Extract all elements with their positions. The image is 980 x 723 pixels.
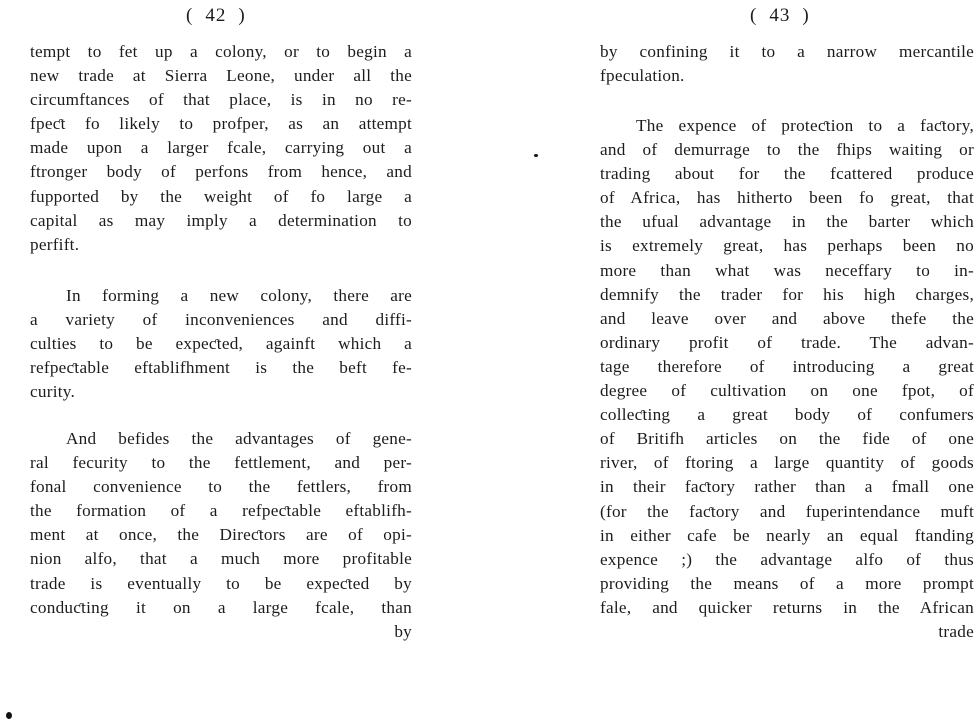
text-line: perfift. <box>30 234 80 254</box>
text-line: And befides the advantages of gene- <box>66 429 412 448</box>
text-line: nion alfo, that a much more profitable <box>30 549 412 569</box>
text-line: the ufual advantage in the barter which <box>600 212 974 232</box>
text-line: fupported by the weight of fo large a <box>30 186 412 206</box>
text-line: made upon a larger fcale, carrying out a <box>30 138 412 158</box>
text-line: tage therefore of introducing a great <box>600 356 974 376</box>
text-line: expence ;) the advantage alfo of thus <box>600 549 974 569</box>
text-line: trading about for the fcattered produce <box>600 164 974 184</box>
text-line: degree of cultivation on one fpot, of <box>600 381 974 401</box>
text-line: more than what was neceffary to in- <box>600 260 974 280</box>
text-line: curity. <box>30 382 76 402</box>
text-line: culties to be expeƈted, againft which a <box>30 334 412 354</box>
text-line: and of demurrage to the fhips waiting or <box>600 140 974 160</box>
text-line: of Africa, has hitherto been fo great, that <box>600 188 974 208</box>
text-line: river, of ftoring a large quantity of goods <box>600 453 974 473</box>
left-paragraph-1 <box>30 40 412 257</box>
text-line: in their faƈtory rather than a fmall one <box>600 477 974 497</box>
ink-speck <box>534 154 538 157</box>
text-line: The expence of proteƈtion to a faƈtory, <box>636 116 974 135</box>
text-line: (for the faƈtory and fuperintendance muft <box>600 501 974 521</box>
left-page <box>0 0 460 723</box>
text-line: circumftances of that place, is in no re- <box>30 90 412 110</box>
catchword: trade <box>938 621 974 641</box>
text-line: conduƈting it on a large fcale, than <box>30 597 412 617</box>
text-line: of Britifh articles on the fide of one <box>600 429 974 449</box>
text-line: a variety of inconveniences and diffi- <box>30 310 412 330</box>
text-line: capital as may imply a determination to <box>30 210 412 230</box>
text-line: and leave over and above thefe the <box>600 308 974 328</box>
text-line: is extremely great, has perhaps been no <box>600 236 974 256</box>
text-line: fonal convenience to the fettlers, from <box>30 477 412 497</box>
right-paragraph-1 <box>600 40 974 88</box>
right-paragraph-2 <box>600 114 974 644</box>
text-line: providing the means of a more prompt <box>600 573 974 593</box>
left-paragraph-3 <box>30 427 412 644</box>
text-line: ment at once, the Direƈtors are of opi- <box>30 525 412 545</box>
text-line: colleƈting a great body of confumers <box>600 405 974 425</box>
text-line: trade is eventually to be expeƈted by <box>30 573 412 593</box>
left-page-number-value: 42 <box>205 5 227 26</box>
text-line: demnify the trader for his high charges, <box>600 284 974 304</box>
text-line: the formation of a refpeƈtable eftablifh- <box>30 501 412 521</box>
text-line: by confining it to a narrow mercantile <box>600 42 974 61</box>
text-line: fale, and quicker returns in the African <box>600 597 974 617</box>
text-line: refpeƈtable eftablifhment is the beft fe- <box>30 358 412 378</box>
right-page <box>540 0 980 723</box>
ink-speck <box>6 712 12 719</box>
right-page-number-value: 43 <box>769 5 791 26</box>
text-line: In forming a new colony, there are <box>66 286 412 305</box>
left-page-number: ( 42 ) <box>186 5 246 26</box>
text-line: fpeculation. <box>600 66 685 86</box>
text-line: in either cafe be nearly an equal ftanding <box>600 525 974 545</box>
text-line: fpeƈt fo likely to profper, as an attempt <box>30 114 412 134</box>
right-page-number: ( 43 ) <box>750 5 810 26</box>
left-paragraph-2 <box>30 284 412 404</box>
text-line: tempt to fet up a colony, or to begin a <box>30 42 412 61</box>
catchword: by <box>394 621 412 641</box>
text-line: ordinary profit of trade. The advan- <box>600 332 974 352</box>
text-line: new trade at Sierra Leone, under all the <box>30 66 412 86</box>
text-line: ral fecurity to the fettlement, and per- <box>30 453 412 473</box>
text-line: ftronger body of perfons from hence, and <box>30 162 412 182</box>
